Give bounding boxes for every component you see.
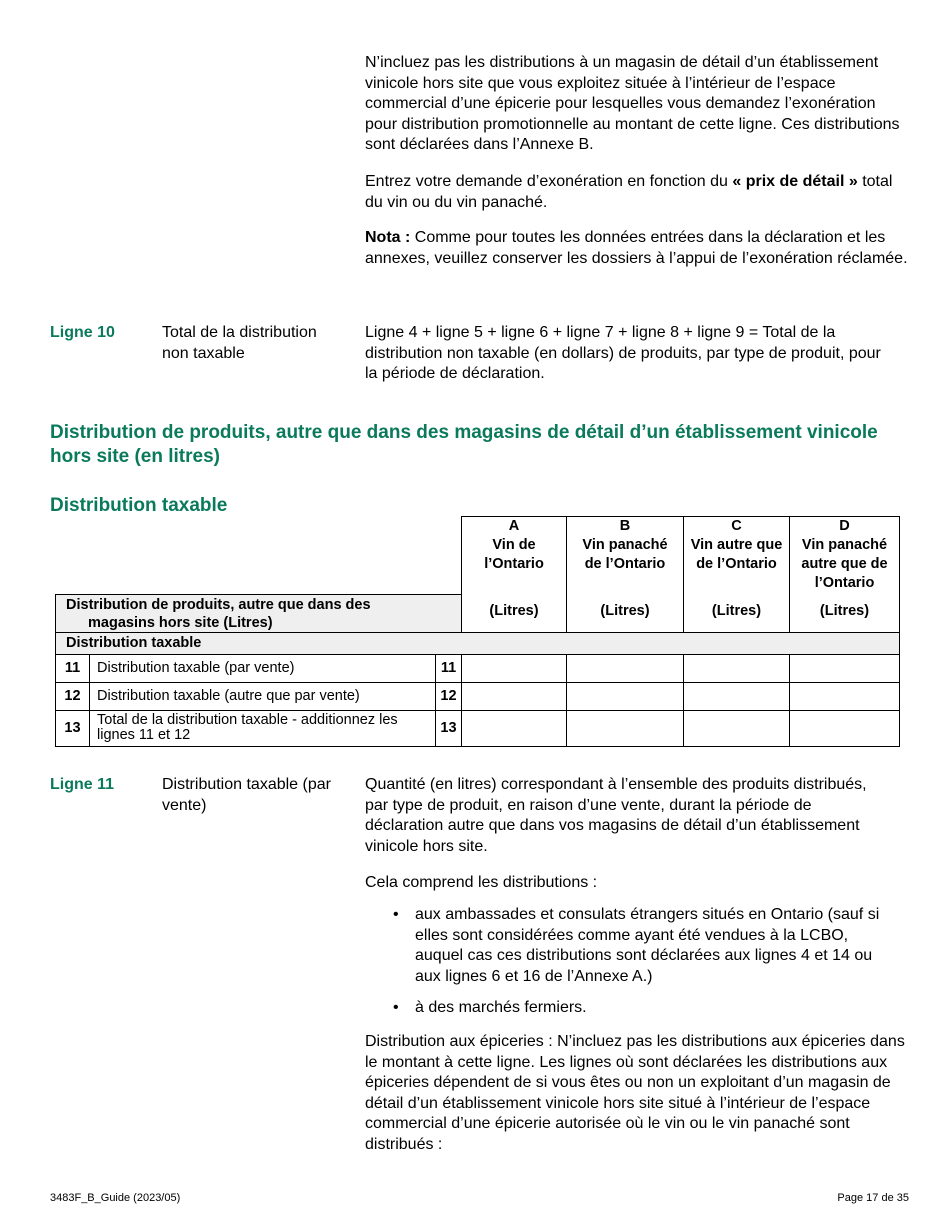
footer-page-number: Page 17 de 35 — [837, 1192, 909, 1204]
row-number: 11 — [55, 654, 90, 683]
section-subheading: Distribution taxable — [50, 495, 228, 516]
line-11-paragraph-2: Cela comprend les distributions : — [365, 874, 598, 891]
line-10-title: Total de la distribution non taxable — [162, 324, 317, 362]
section-heading: Distribution de produits, autre que dans des magasins de détail d’un établissement vinicole hors site (en litres) — [50, 422, 878, 467]
input-cell-11-a[interactable] — [461, 654, 567, 683]
input-cell-12-c[interactable] — [683, 682, 790, 711]
input-cell-11-c[interactable] — [683, 654, 790, 683]
line-11-paragraph-1: Quantité (en litres) correspondant à l’ensemble des produits distribués, par type de produit, en raison d’une vente, durant la période de déclaration autre que dans vos magasins de détail d’un établissement vinicole hors site. — [365, 776, 867, 855]
line-11-title: Distribution taxable (par vente) — [162, 776, 331, 814]
input-cell-12-b[interactable] — [566, 682, 684, 711]
intro-note-paragraph: Nota : Comme pour toutes les données entrées dans la déclaration et les annexes, veuillez conserver les dossiers à l’appui de l’exonération réclamée. — [365, 229, 908, 267]
taxable-distribution-table — [55, 516, 900, 747]
row-label: Distribution taxable (autre que par vente) — [89, 682, 436, 711]
column-header-d: D Vin panaché autre que de l’Ontario (Litres) — [789, 516, 900, 633]
intro-paragraph-2: Entrez votre demande d’exonération en fonction du « prix de détail » total du vin ou du vin panaché. — [365, 173, 893, 211]
input-cell-13-b[interactable] — [566, 710, 684, 747]
row-number: 13 — [55, 710, 90, 747]
row-number-right: 13 — [435, 710, 462, 747]
input-cell-12-d[interactable] — [789, 682, 900, 711]
list-item: • à des marchés fermiers. — [393, 999, 587, 1017]
table-subheader: Distribution taxable — [55, 632, 900, 655]
column-header-b: B Vin panaché de l’Ontario (Litres) — [566, 516, 684, 633]
column-header-a: A Vin de l’Ontario (Litres) — [461, 516, 567, 633]
line-10-label: Ligne 10 — [50, 324, 115, 341]
input-cell-11-b[interactable] — [566, 654, 684, 683]
intro-paragraph-1: N’incluez pas les distributions à un magasin de détail d’un établissement vinicole hors site que vous exploitez située à l’intérieur de l’espace commercial d’une épicerie pour lesquelles vous demandez l’exonération pour distribution promotionnelle au montant de cette ligne. Ces distributions sont déclarées dans l’Annexe B. — [365, 54, 900, 154]
input-cell-12-a[interactable] — [461, 682, 567, 711]
list-item: • aux ambassades et consulats étrangers situés en Ontario (sauf si elles sont considérées comme ayant été vendues à la LCBO, auquel cas ces distributions sont déclarées aux lignes 4 et 14 ou aux lignes 6 et 16 de l’Annexe A.) — [393, 906, 880, 985]
column-header-c: C Vin autre que de l’Ontario (Litres) — [683, 516, 790, 633]
table-row-header: Distribution de produits, autre que dans des magasins hors site (Litres) — [55, 594, 462, 633]
input-cell-13-c[interactable] — [683, 710, 790, 747]
line-11-bullet-list — [365, 905, 885, 1019]
row-number: 12 — [55, 682, 90, 711]
footer-form-id: 3483F_B_Guide (2023/05) — [50, 1192, 181, 1204]
input-cell-11-d[interactable] — [789, 654, 900, 683]
row-label: Distribution taxable (par vente) — [89, 654, 436, 683]
line-11-paragraph-3: Distribution aux épiceries : N’incluez pas les distributions aux épiceries dans le montant à cette ligne. Les lignes où sont déclarées les distributions aux épiceries dépendent de si vous êtes ou non un exploitant d’un magasin de détail d’un établissement vinicole hors site situé à l’intérieur de l’espace commercial d’une épicerie autorisée où le vin ou le vin panaché sont distribués : — [365, 1033, 905, 1153]
row-number-right: 11 — [435, 654, 462, 683]
row-number-right: 12 — [435, 682, 462, 711]
line-11-label: Ligne 11 — [50, 776, 115, 793]
row-label: Total de la distribution taxable - additionnez les lignes 11 et 12 — [89, 710, 436, 747]
input-cell-13-a[interactable] — [461, 710, 567, 747]
line-10-description: Ligne 4 + ligne 5 + ligne 6 + ligne 7 + ligne 8 + ligne 9 = Total de la distribution non taxable (en dollars) de produits, par type de produit, pour la période de déclaration. — [365, 324, 881, 383]
input-cell-13-d[interactable] — [789, 710, 900, 747]
